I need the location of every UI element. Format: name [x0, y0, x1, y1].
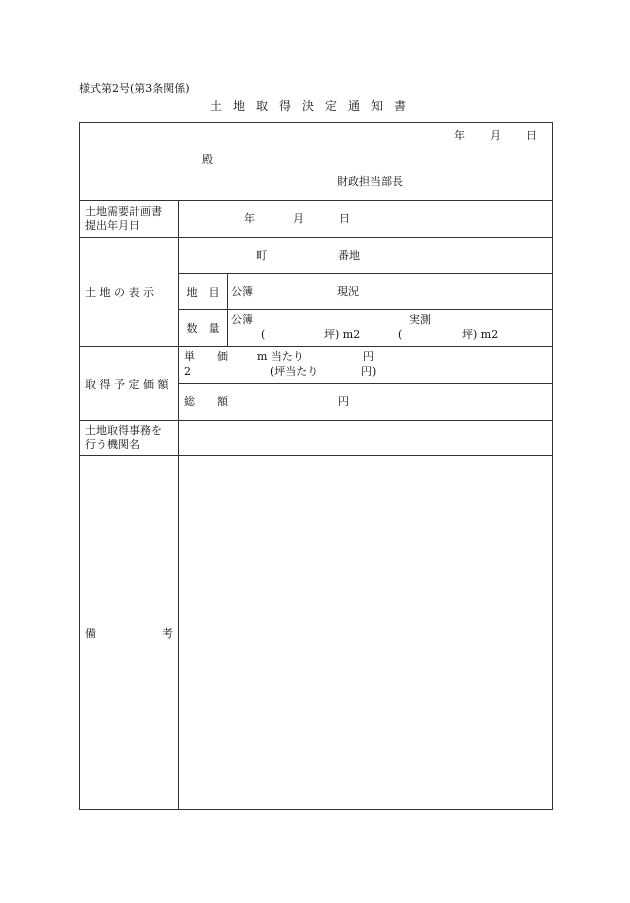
remarks-label-right: 考	[162, 626, 173, 640]
per-m-label: m 当たり	[257, 350, 304, 363]
superscript-two: 2	[184, 365, 191, 378]
sender-title: 財政担当部長	[337, 175, 403, 188]
plan-day: 日	[339, 212, 350, 225]
unit-price-row	[80, 347, 553, 384]
registry-label: 公簿	[231, 285, 253, 298]
addressee-suffix: 殿	[202, 153, 213, 166]
yen-per-m: 円	[363, 350, 374, 363]
registry2-label: 公簿	[231, 313, 253, 326]
land-location-value	[179, 238, 553, 274]
plan-date-value	[179, 201, 553, 238]
category-label: 地 目	[179, 274, 228, 310]
yen-total: 円	[338, 395, 349, 408]
actual-status-label: 現況	[337, 285, 359, 298]
quantity-value	[228, 310, 553, 347]
remarks-row	[80, 456, 553, 810]
total-label: 総 額	[184, 395, 228, 408]
price-label-cell: 取 得 予 定 価 額	[80, 347, 179, 421]
per-tsubo-label: (坪当たり	[270, 365, 319, 378]
plan-date-row	[80, 201, 553, 238]
category-value	[228, 274, 553, 310]
header-row	[80, 123, 553, 201]
town-label: 町	[256, 249, 267, 262]
remarks-label-cell	[80, 456, 179, 810]
survey-label: 実測	[409, 313, 431, 326]
tsubo-m2-registry: 坪) m2	[324, 328, 361, 341]
form-title: 土地取得決定通知書	[210, 99, 418, 113]
remarks-label-left: 備	[85, 626, 96, 640]
notice-day: 日	[526, 129, 537, 142]
notice-month: 月	[490, 129, 501, 142]
agency-value	[179, 421, 553, 456]
plan-date-label: 土地需要計画書 提出年月日	[80, 201, 179, 238]
quantity-label: 数 量	[179, 310, 228, 347]
unit-price-value	[179, 347, 553, 384]
paren-open-2: (	[398, 328, 403, 341]
decision-form-table	[79, 122, 553, 810]
header-block	[80, 123, 553, 201]
remarks-value	[179, 456, 553, 810]
agency-row	[80, 421, 553, 456]
plan-year: 年	[244, 212, 255, 225]
land-location-row	[80, 238, 553, 274]
total-price-value	[179, 384, 553, 421]
agency-label: 土地取得事務を 行う機関名	[80, 421, 179, 456]
plan-month: 月	[293, 212, 304, 225]
yen-per-tsubo: 円)	[361, 365, 377, 378]
unit-price-label: 単 価	[184, 350, 228, 363]
lot-label: 番地	[338, 249, 360, 262]
land-label-cell: 土 地 の 表 示	[80, 238, 179, 347]
paren-open-1: (	[261, 328, 266, 341]
form-number: 様式第2号(第3条関係)	[79, 82, 190, 95]
notice-year: 年	[454, 129, 465, 142]
tsubo-m2-survey: 坪) m2	[462, 328, 499, 341]
